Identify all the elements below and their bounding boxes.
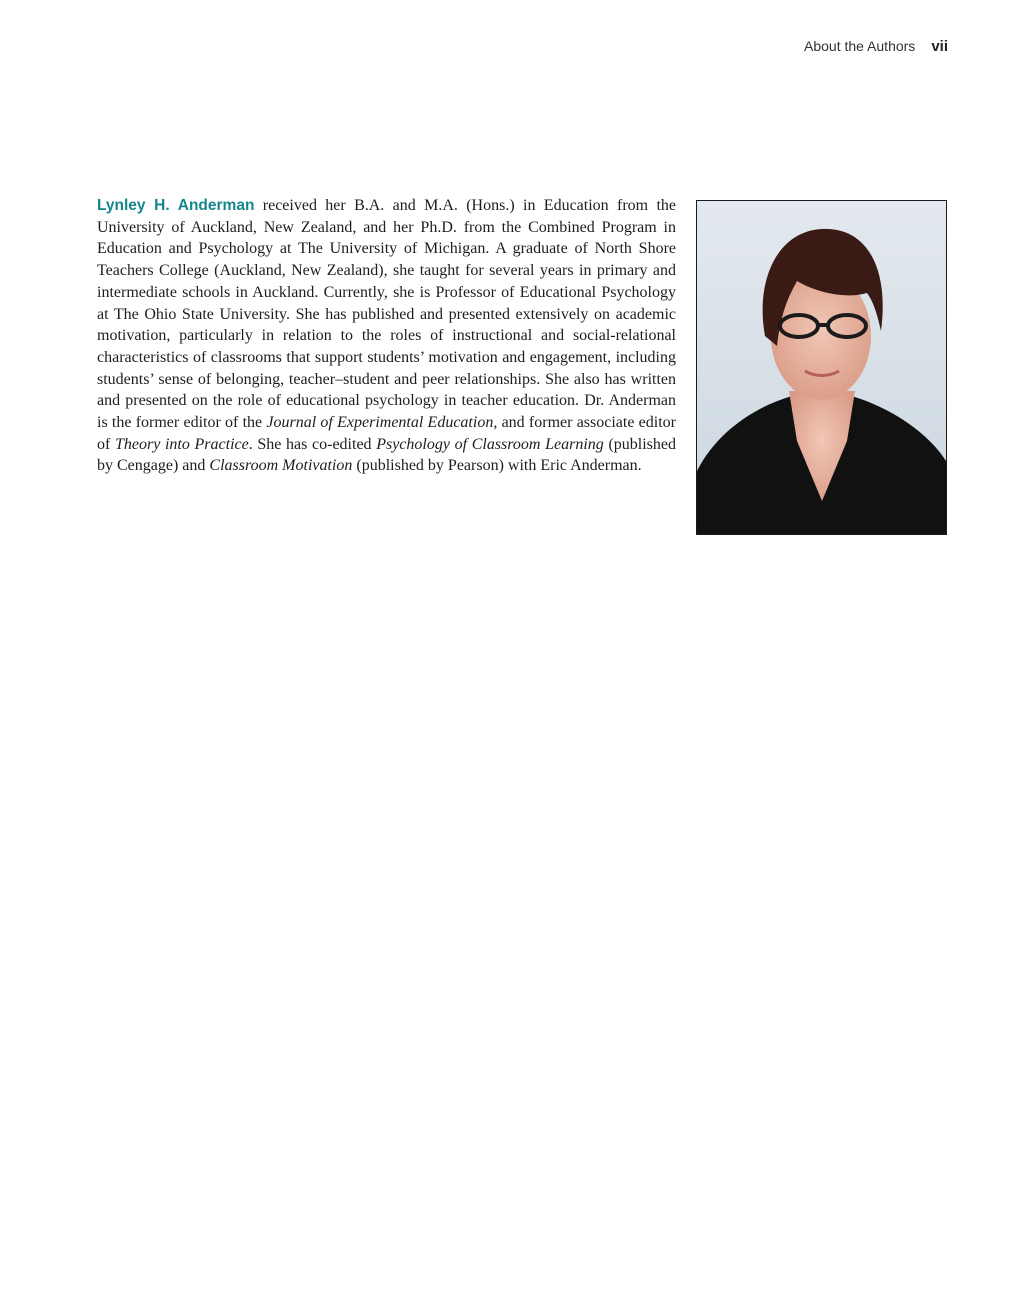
bio-text: , and former associate editor of [97, 414, 677, 453]
bio-text: (published by Pearson) with Eric Anderman. [352, 457, 642, 475]
page-number: vii [931, 38, 948, 55]
author-name: Lynley H. Anderman [97, 197, 255, 214]
book-title: Psychology of Classroom Learning [376, 435, 604, 453]
journal-title: Journal of Experimental Education [266, 414, 494, 432]
section-title: About the Authors [804, 38, 916, 54]
book-title: Classroom Motivation [209, 457, 353, 475]
bio-text: . She has co-edited [248, 435, 377, 453]
running-head [804, 38, 948, 55]
bio-text: received her B.A. and M.A. (Hons.) in Education from the University of Auckland, New Zealand, and her Ph.D. from the Combined Program in Education and Psychology at The University of Michigan. A graduate of North Shore Teachers College (Auckland, New Zealand), she taught for several years in primary and intermediate schools in Auckland. Currently, she is Professor of Educational Psychology at The Ohio State University. She has published and presented extensively on academic motivation, particularly in relation to the roles of instructional and social-relational characteristics of classrooms that support students’ motivation and engagement, including students’ sense of belonging, teacher–student and peer relationships. She also has written and presented on the role of educational psychology in teacher education. Dr. Anderman is the former editor of the [97, 197, 677, 432]
bio-text: (published by Cengage) and [97, 435, 676, 475]
author-portrait-photo [696, 200, 947, 535]
journal-title: Theory into Practice [114, 435, 249, 453]
portrait-illustration [697, 201, 946, 534]
author-bio-paragraph [97, 195, 676, 477]
